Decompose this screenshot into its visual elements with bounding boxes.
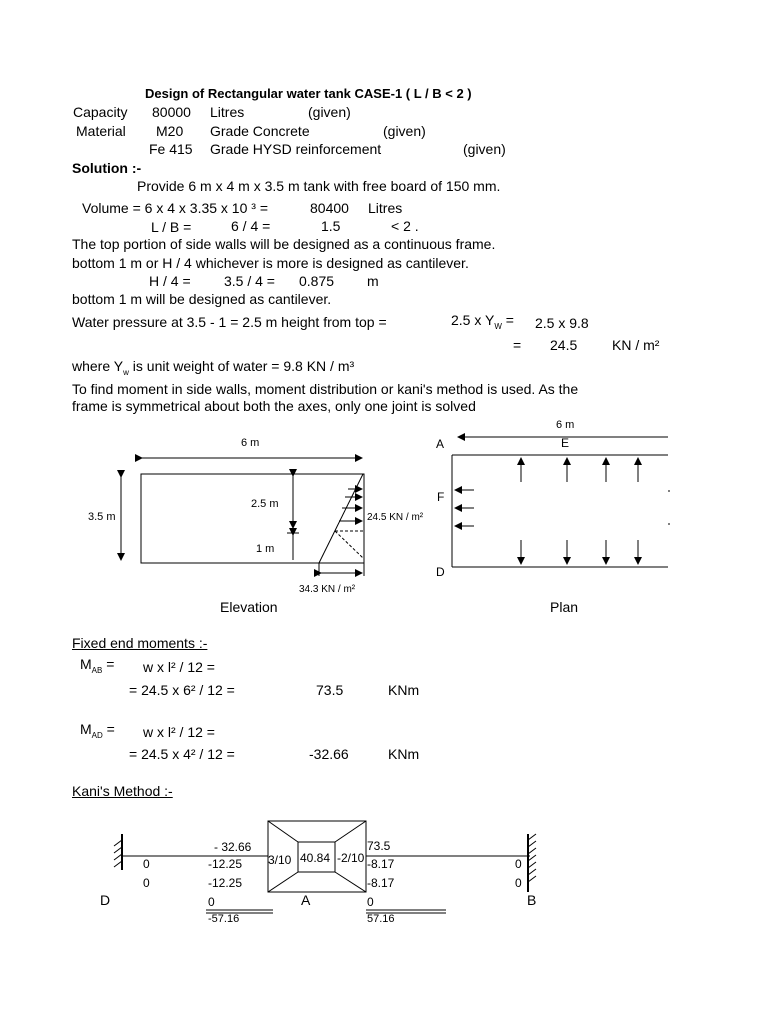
kani-left-iteration-2: -12.25 <box>208 876 243 890</box>
moment-text-line-2: frame is symmetrical about both the axes, only one joint is solved <box>72 398 476 414</box>
kani-diagram <box>114 821 536 913</box>
kani-label-a: A <box>301 892 311 908</box>
lb-value: 1.5 <box>321 218 341 234</box>
plan-width-label: 6 m <box>556 419 575 431</box>
solution-heading: Solution :- <box>72 160 142 176</box>
kani-b-iteration-1: 0 <box>515 857 522 871</box>
fem-heading: Fixed end moments :- <box>72 635 208 651</box>
steel-unit: Grade HYSD reinforcement <box>210 141 382 157</box>
kani-left-zero: 0 <box>208 895 215 909</box>
mad-label: $M_{AD}$ = <box>80 721 115 740</box>
plan-label-e: E <box>561 436 570 450</box>
pressure-unit: KN / m² <box>612 337 660 353</box>
kani-center-value: 40.84 <box>300 851 331 865</box>
elevation-base-pressure-label: 34.3 KN / m² <box>299 584 356 595</box>
pressure-equals: = <box>513 337 522 353</box>
mab-label: $M_{AB}$ = <box>80 656 115 675</box>
capacity-unit: Litres <box>210 104 245 120</box>
elevation-diagram <box>121 458 364 576</box>
plan-diagram <box>452 437 670 567</box>
volume-value: 80400 <box>310 200 349 216</box>
bottom-text: bottom 1 m will be designed as cantilever. <box>72 291 332 307</box>
elevation-lower-label: 1 m <box>256 543 275 555</box>
kani-right-zero: 0 <box>367 895 374 909</box>
volume-expression: Volume = 6 x 4 x 3.35 x 10 ³ = <box>82 200 268 216</box>
kani-d-iteration-1: 0 <box>143 857 150 871</box>
kani-d-iteration-2: 0 <box>143 876 150 890</box>
kani-right-total: 57.16 <box>367 913 395 925</box>
plan-caption: Plan <box>550 599 579 615</box>
elevation-height-label: 3.5 m <box>88 511 116 523</box>
steel-value: Fe 415 <box>149 141 193 157</box>
h4-expression: 3.5 / 4 = <box>224 273 275 289</box>
elevation-upper-label: 2.5 m <box>251 498 279 510</box>
elevation-pressure-label: 24.5 KN / m² <box>367 512 424 523</box>
capacity-label: Capacity <box>73 104 128 120</box>
mad-formula: w x l² / 12 = <box>143 724 215 740</box>
elevation-caption: Elevation <box>220 599 278 615</box>
mab-formula: w x l² / 12 = <box>143 659 215 675</box>
lb-expression: 6 / 4 = <box>231 218 271 234</box>
mad-value: -32.66 <box>309 746 349 762</box>
h4-value: 0.875 <box>299 273 335 289</box>
mab-unit: KNm <box>388 682 420 698</box>
pressure-triangle-edge <box>319 474 363 563</box>
steel-note: (given) <box>463 141 506 157</box>
pressure-expression-2: 2.5 x 9.8 <box>535 315 589 331</box>
elevation-tank-outline <box>141 474 364 563</box>
material-label: Material <box>76 123 126 139</box>
capacity-note: (given) <box>308 104 351 120</box>
kani-left-iteration-1: -12.25 <box>208 857 243 871</box>
moment-text-line-1: To find moment in side walls, moment distribution or kani's method is used. As the <box>72 381 579 397</box>
mab-calculation: = 24.5 x 6² / 12 = <box>129 682 235 698</box>
kani-left-fem: - 32.66 <box>214 840 252 854</box>
lb-comparison: < 2 . <box>391 218 419 234</box>
elevation-width-label: 6 m <box>241 437 260 449</box>
plan-label-d: D <box>436 565 445 579</box>
mab-value: 73.5 <box>316 682 344 698</box>
h4-label: H / 4 = <box>149 273 191 289</box>
capacity-value: 80000 <box>152 104 191 120</box>
kani-right-fem: 73.5 <box>367 839 391 853</box>
mad-unit: KNm <box>388 746 420 762</box>
page-title: Design of Rectangular water tank CASE-1 ( L / B < 2 ) <box>145 86 472 101</box>
kani-label-b: B <box>527 892 537 908</box>
frame-text: The top portion of side walls will be designed as a continuous frame. <box>72 236 496 252</box>
unit-weight-note: where $Y_w$ is unit weight of water = 9.8 KN / m³ <box>72 358 355 377</box>
kani-label-d: D <box>100 892 111 908</box>
mad-calculation: = 24.5 x 4² / 12 = <box>129 746 235 762</box>
material-note: (given) <box>383 123 426 139</box>
plan-label-f: F <box>437 490 445 504</box>
pressure-text: Water pressure at 3.5 - 1 = 2.5 m height from top = <box>72 314 387 330</box>
kani-right-iteration-1: -8.17 <box>367 857 395 871</box>
cantilever-text: bottom 1 m or H / 4 whichever is more is designed as cantilever. <box>72 255 469 271</box>
material-unit: Grade Concrete <box>210 123 310 139</box>
kani-left-total: -57.16 <box>208 913 240 925</box>
material-value: M20 <box>156 123 184 139</box>
kani-right-iteration-2: -8.17 <box>367 876 395 890</box>
plan-label-a: A <box>436 437 445 451</box>
kani-heading: Kani's Method :- <box>72 783 173 799</box>
provide-text: Provide 6 m x 4 m x 3.5 m tank with free board of 150 mm. <box>137 178 501 194</box>
volume-unit: Litres <box>368 200 403 216</box>
kani-df-left: 3/10 <box>268 853 292 867</box>
kani-df-right: -2/10 <box>337 851 365 865</box>
lb-label: L / B = <box>151 219 192 235</box>
h4-unit: m <box>367 273 379 289</box>
kani-b-iteration-2: 0 <box>515 876 522 890</box>
pressure-value: 24.5 <box>550 337 578 353</box>
pressure-expression: 2.5 x $Y_W$ = <box>451 312 514 331</box>
